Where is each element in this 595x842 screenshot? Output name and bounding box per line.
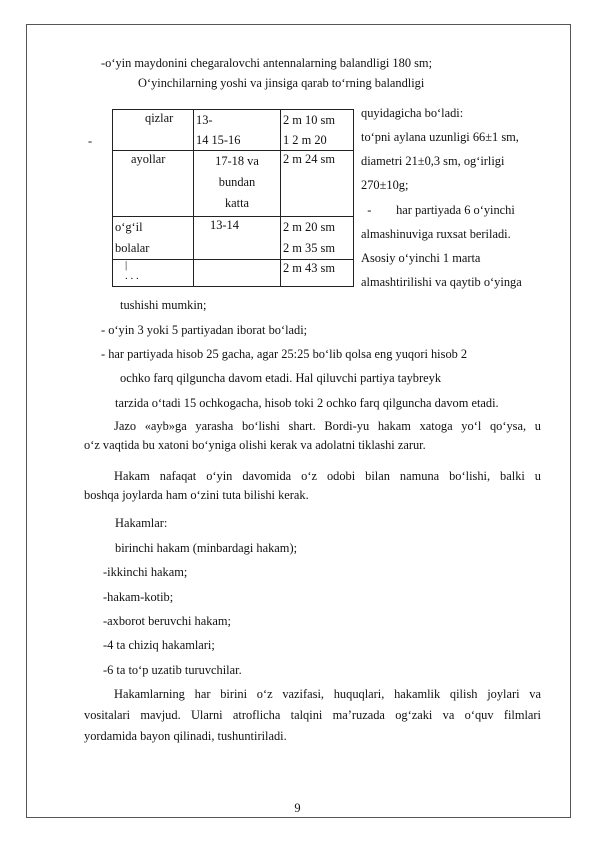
table-cell: 13- 14 15-16 (196, 113, 241, 147)
text-line: tarzida o‘tadi 15 ochkogacha, hisob toki 2 ochko farq qilguncha davom etadi. (115, 396, 499, 410)
dash-marker: - (88, 134, 93, 148)
side-text: diametri 21±0,3 sm, og‘irligi (361, 154, 505, 168)
page-number: 9 (294, 801, 301, 815)
list-item: -6 ta to‘p uzatib turuvchilar. (103, 663, 242, 677)
list-item: -axborot beruvchi hakam; (103, 614, 231, 628)
paragraph: Jazo «ayb»ga yarasha bo‘lishi shart. Bordi-yu hakam xatoga yo‘l qo‘ysa, u o‘z vaqtida bu xatoni bo‘yniga olishi kerak va adolatni tiklashi zarur. (84, 419, 541, 453)
list-item: -4 ta chiziq hakamlari; (103, 638, 215, 652)
list-item: birinchi hakam (minbardagi hakam); (115, 541, 298, 555)
list-item: - o‘yin 3 yoki 5 partiyadan iborat bo‘ladi; (101, 323, 308, 337)
list-item: - har partiyada hisob 25 gacha, agar 25:25 bo‘lib qolsa eng yuqori hisob 2 (101, 347, 468, 361)
table-cell: 2 m 20 sm 2 m 35 sm (283, 220, 335, 255)
text-line: O‘yinchilarning yoshi va jinsiga qarab to‘rning balandligi (138, 76, 425, 90)
table-cell: 2 m 24 sm (283, 152, 335, 166)
table-cell: ayollar (131, 152, 166, 166)
list-item: -ikkinchi hakam; (103, 565, 188, 579)
side-text: to‘pni aylana uzunligi 66±1 sm, (361, 130, 519, 144)
text-line: tushishi mumkin; (120, 298, 207, 312)
side-text: Asosiy o‘yinchi 1 marta (361, 251, 481, 265)
table-cell: 2 m 10 sm 1 2 m 20 (283, 113, 335, 147)
side-text: 270±10g; (361, 178, 409, 192)
side-text: almashtirilishi va qaytib o‘yinga (361, 275, 522, 289)
table-cell: 13-14 (210, 218, 239, 232)
side-text: quyidagicha bo‘ladi: (361, 106, 464, 120)
text-line: -o‘yin maydonini chegaralovchi antennalarning balandligi 180 sm; (101, 56, 433, 70)
paragraph: Hakam nafaqat o‘yin davomida o‘z odobi bilan namuna bo‘lishi, balki u boshqa joylarda ham o‘zini tuta bilishi kerak. (84, 469, 541, 503)
side-text: almashinuviga ruxsat beriladi. (361, 227, 511, 241)
paragraph: Hakamlarning har birini o‘z vazifasi, huquqlari, hakamlik qilish joylari va vositalari mavjud. Ularni atroflicha talqini ma’ruzada og‘zaki va o‘quv filmlari yordamida bayon qilinadi, tushuntiriladi. (84, 687, 541, 743)
table-cell: | . . . (125, 259, 139, 282)
height-table (112, 109, 354, 287)
table-cell: qizlar (145, 111, 174, 125)
list-item: -hakam-kotib; (103, 590, 174, 604)
text-line: ochko farq qilguncha davom etadi. Hal qiluvchi partiya taybreyk (120, 371, 442, 385)
table-cell: o‘g‘il bolalar (115, 220, 150, 255)
table-cell: 2 m 43 sm (283, 261, 335, 275)
side-text: - har partiyada 6 o‘yinchi (361, 203, 515, 217)
list-heading: Hakamlar: (115, 516, 168, 530)
table-cell: 17-18 va bundan katta (215, 154, 259, 210)
